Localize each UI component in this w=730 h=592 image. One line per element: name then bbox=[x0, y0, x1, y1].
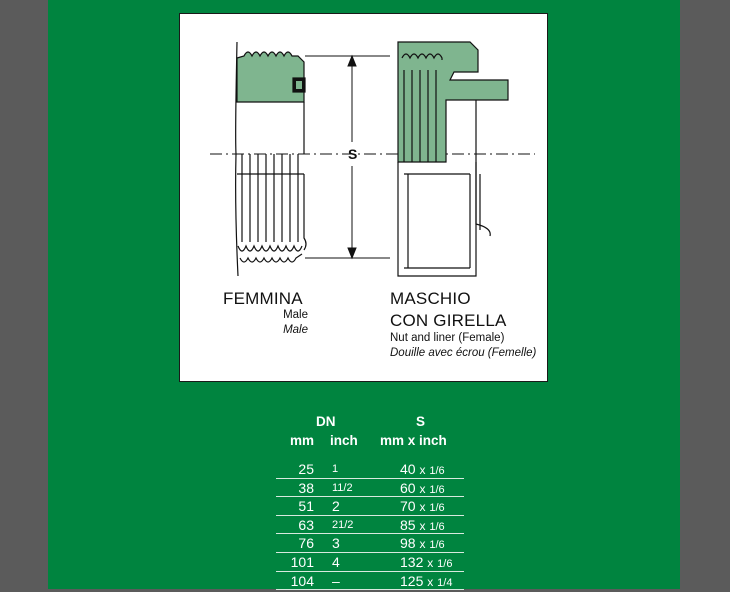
s-mm-value: 40 bbox=[400, 461, 416, 477]
s-fraction-value: 1/6 bbox=[429, 520, 445, 533]
table-row bbox=[276, 516, 464, 535]
s-fraction-value: 1/4 bbox=[437, 576, 453, 589]
s-times-sign: x bbox=[419, 518, 426, 533]
s-times-sign: x bbox=[419, 463, 426, 477]
table-row bbox=[276, 497, 464, 516]
dn-mm-cell: 63 bbox=[298, 516, 314, 533]
header-s: S bbox=[416, 414, 426, 429]
s-times-sign: x bbox=[419, 481, 426, 496]
s-mm-value: 98 bbox=[400, 535, 416, 552]
maschio-subtitle-alt: Douille avec écrou (Femelle) bbox=[390, 347, 537, 359]
dn-inch-cell: 21/2 bbox=[332, 518, 354, 531]
maschio-title-line2: CON GIRELLA bbox=[390, 311, 507, 330]
row-divider bbox=[276, 589, 464, 590]
s-mm-value: 85 bbox=[400, 516, 416, 533]
dn-inch-cell: 2 bbox=[332, 498, 340, 515]
dn-inch-cell: – bbox=[332, 572, 340, 589]
dn-mm-cell: 51 bbox=[298, 498, 314, 515]
table-row bbox=[276, 534, 464, 553]
s-mm-value: 125 bbox=[400, 572, 424, 589]
s-mm-value: 132 bbox=[400, 554, 424, 570]
dn-mm-cell: 25 bbox=[298, 461, 314, 477]
dn-mm-cell: 104 bbox=[290, 572, 314, 589]
s-fraction-value: 1/6 bbox=[429, 502, 445, 515]
s-fraction-value: 1/6 bbox=[429, 539, 445, 552]
femmina-subtitle-alt: Male bbox=[283, 324, 308, 336]
catalog-page bbox=[48, 0, 680, 589]
s-times-sign: x bbox=[419, 537, 426, 552]
dn-inch-cell: 3 bbox=[332, 535, 340, 552]
dn-inch-cell: 4 bbox=[332, 554, 340, 570]
maschio-title-line1: MASCHIO bbox=[390, 289, 471, 308]
s-fraction-value: 1/6 bbox=[429, 465, 445, 477]
maschio-subtitle: Nut and liner (Female) bbox=[390, 332, 505, 344]
header-mm: mm bbox=[290, 433, 315, 448]
s-times-sign: x bbox=[427, 574, 434, 589]
header-inch: inch bbox=[330, 433, 358, 448]
dimension-s-label: S bbox=[348, 146, 358, 162]
dn-inch-cell: 1 bbox=[332, 463, 339, 475]
table-row bbox=[276, 572, 464, 591]
dimensions-table bbox=[48, 0, 680, 589]
s-times-sign: x bbox=[419, 500, 426, 515]
table-row bbox=[276, 460, 464, 479]
s-fraction-value: 1/6 bbox=[437, 558, 453, 570]
dn-inch-cell: 11/2 bbox=[332, 481, 353, 494]
s-mm-value: 70 bbox=[400, 498, 416, 515]
s-fraction-value: 1/6 bbox=[429, 483, 445, 496]
header-s-unit: mm x inch bbox=[380, 433, 447, 448]
dn-mm-cell: 38 bbox=[298, 479, 314, 496]
s-mm-value: 60 bbox=[400, 479, 416, 496]
dn-mm-cell: 101 bbox=[290, 554, 314, 570]
table-row bbox=[276, 553, 464, 572]
femmina-title: FEMMINA bbox=[223, 289, 303, 308]
header-dn: DN bbox=[316, 414, 336, 429]
femmina-subtitle: Male bbox=[283, 309, 308, 321]
s-times-sign: x bbox=[427, 556, 434, 570]
table-row bbox=[276, 479, 464, 498]
dn-mm-cell: 76 bbox=[298, 535, 314, 552]
